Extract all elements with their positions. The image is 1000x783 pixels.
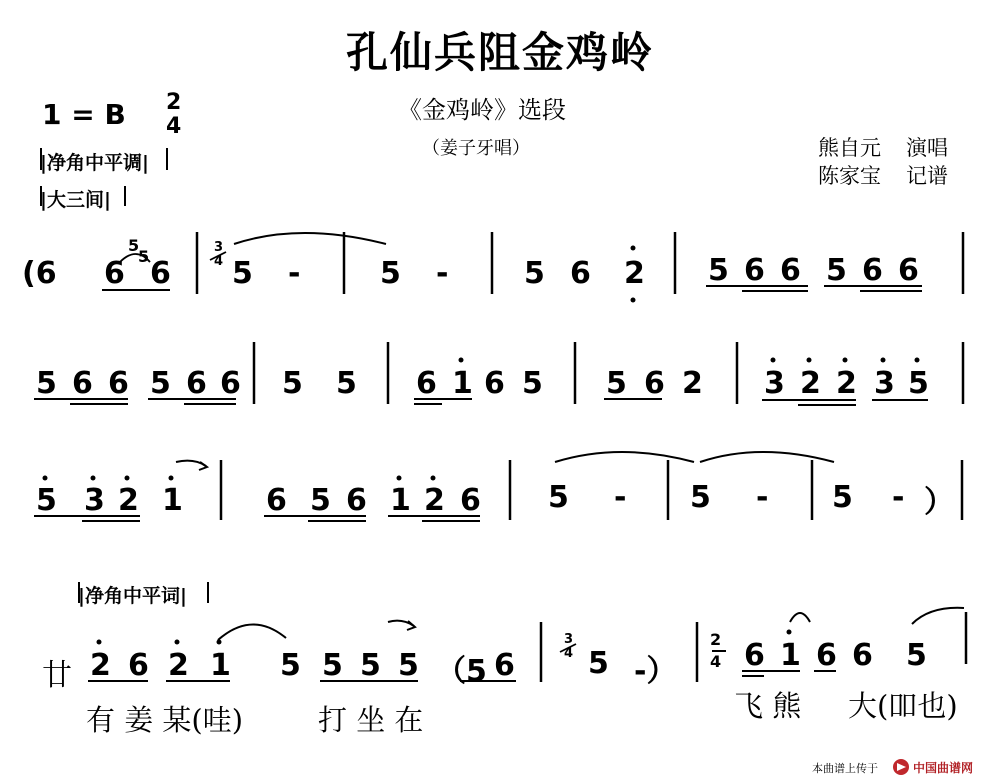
- tempo-marks: [210, 252, 576, 652]
- tempo-mark-top: 3: [564, 632, 574, 647]
- note: 5: [832, 480, 853, 515]
- note: 5: [360, 648, 381, 683]
- note: （5: [436, 654, 487, 689]
- lyric-line: 打 坐 在: [318, 703, 424, 737]
- note: 6: [816, 638, 837, 673]
- note: 5: [232, 256, 253, 291]
- note: 5: [280, 648, 301, 683]
- notator-name: 陈家宝: [818, 164, 881, 188]
- sanban-marker: 廿: [42, 658, 72, 693]
- note: 3: [874, 366, 895, 401]
- note: 5: [322, 648, 343, 683]
- dash: -: [614, 480, 627, 515]
- note: 2: [836, 366, 857, 401]
- note: 2: [90, 648, 111, 683]
- note: 5: [826, 253, 847, 288]
- lyric-line: 飞 熊: [734, 689, 802, 723]
- note: 2: [424, 483, 445, 518]
- note: 6: [104, 256, 125, 291]
- page-title: 孔仙兵阻金鸡岭: [345, 28, 654, 77]
- note: 6: [128, 648, 149, 683]
- mode-tag: |净角中平调|: [40, 152, 149, 174]
- lyric-line: 大(吅也): [848, 689, 958, 723]
- note: 1: [390, 483, 411, 518]
- note: 1: [210, 648, 231, 683]
- note: 6: [898, 253, 919, 288]
- logo-text: 中国曲谱网: [913, 761, 974, 775]
- meter-top-small: 2: [710, 630, 722, 649]
- note: 6: [852, 638, 873, 673]
- note: 1: [162, 483, 183, 518]
- note: 6: [108, 366, 129, 401]
- note: 2: [800, 366, 821, 401]
- note: 2: [624, 256, 645, 291]
- note: 6: [494, 648, 515, 683]
- note: 5: [708, 253, 729, 288]
- note: 1: [780, 638, 801, 673]
- tempo-mark-top: 3: [214, 240, 224, 255]
- note: 6: [150, 256, 171, 291]
- note: 5: [398, 648, 419, 683]
- note: 5: [150, 366, 171, 401]
- note: 6: [266, 483, 287, 518]
- note: 5: [588, 646, 609, 681]
- note: 5: [606, 366, 627, 401]
- performer-name: 熊自元: [818, 136, 881, 160]
- meter-top: 2: [166, 90, 182, 115]
- dash-paren: -）: [634, 654, 677, 689]
- note: 6: [644, 366, 665, 401]
- grace-slur: [120, 254, 150, 262]
- note: 6: [744, 253, 765, 288]
- note: 1: [452, 366, 473, 401]
- note: 6: [416, 366, 437, 401]
- note: 5: [282, 366, 303, 401]
- note: 5: [548, 480, 569, 515]
- note: 6: [570, 256, 591, 291]
- note: 5: [690, 480, 711, 515]
- note: 2: [682, 366, 703, 401]
- singer-note: （姜子牙唱）: [422, 138, 530, 159]
- section-tag: |大三间|: [40, 189, 111, 211]
- underlines: [34, 286, 928, 681]
- note: 6: [220, 366, 241, 401]
- note: 5: [36, 366, 57, 401]
- note: 3: [84, 483, 105, 518]
- dash: -: [436, 256, 449, 291]
- subtitle: 《金鸡岭》选段: [398, 96, 566, 124]
- octave-dots: [43, 246, 920, 645]
- note: 6: [346, 483, 367, 518]
- note: 5: [524, 256, 545, 291]
- notator-role: 记谱: [906, 164, 948, 188]
- close-paren: ）: [924, 485, 954, 520]
- dash: -: [288, 256, 301, 291]
- meter-bottom-small: 4: [710, 652, 722, 671]
- performer-role: 演唱: [906, 136, 948, 160]
- note: 5: [336, 366, 357, 401]
- note: 5: [36, 483, 57, 518]
- barlines: [41, 148, 966, 682]
- note: 2: [168, 648, 189, 683]
- note: 5: [908, 366, 929, 401]
- note: (6: [22, 256, 57, 291]
- meter-bottom: 4: [166, 114, 182, 139]
- note: 6: [460, 483, 481, 518]
- note: 6: [862, 253, 883, 288]
- note: 5: [906, 638, 927, 673]
- note: 6: [780, 253, 801, 288]
- note: 5: [522, 366, 543, 401]
- mode-tag-2: |净角中平词|: [78, 585, 187, 607]
- key-text: 1 = B: [42, 98, 126, 131]
- dash: -: [756, 480, 769, 515]
- tempo-mark-bottom: 4: [214, 254, 224, 269]
- note: 6: [484, 366, 505, 401]
- lyric-line: 有 姜 某(哇): [86, 703, 244, 737]
- grace-note-bottom: 5: [138, 247, 150, 266]
- note: 6: [186, 366, 207, 401]
- note: 3: [764, 366, 785, 401]
- note: 6: [72, 366, 93, 401]
- note: 6: [744, 638, 765, 673]
- note: 5: [310, 483, 331, 518]
- note: 5: [380, 256, 401, 291]
- footer-note: 本曲谱上传于: [812, 762, 878, 775]
- grace-note-top: 5: [128, 236, 140, 255]
- slurs: [218, 233, 964, 640]
- glide-arrows: [176, 461, 415, 630]
- note: 2: [118, 483, 139, 518]
- dash: -: [892, 480, 905, 515]
- tempo-mark-bottom: 4: [564, 646, 574, 661]
